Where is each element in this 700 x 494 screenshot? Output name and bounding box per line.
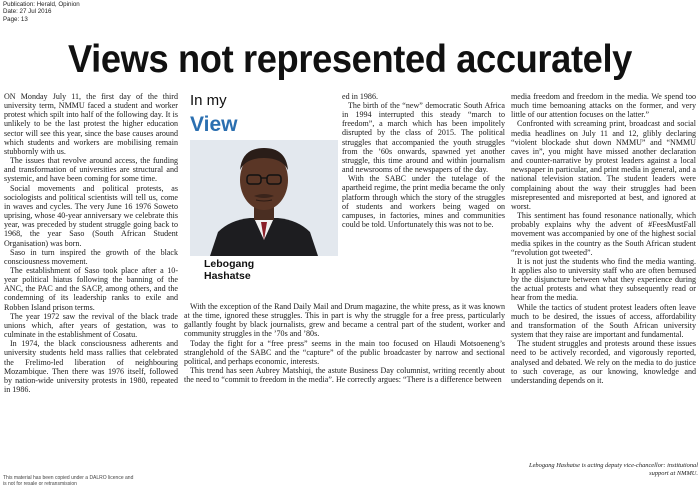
paragraph: With the SABC under the tutelage of the apartheid regime, the print media became the only platform through which the story of the struggles of students and workers being waged on campuses, in factories, mines and communities could be told. Unfortunately this was not to be. bbox=[342, 174, 505, 230]
paragraph: In 1974, the black consciousness adherents and university students held mass rallies that celebrated the Frelimo-led liberation of neighbouring Mozambique. Then there was 1976 itself, followed by nation-wide university protests in 1980, repeated in 1986. bbox=[4, 339, 178, 394]
licence-note bbox=[3, 475, 133, 487]
clipping-metadata bbox=[3, 1, 80, 23]
paragraph: With the exception of the Rand Daily Mail and Drum magazine, the white press, as it was known at the time, ignored these struggles. This in part is why the struggle for a free press, particularly gallantly fought by black journalists, grew and became a central part of the student, worker and community struggles in the ’70s and ’80s. bbox=[184, 302, 505, 339]
paragraph: The establishment of Saso took place after a 10-year political hiatus following the banning of the ANC, the PAC and the SACP, among others, and the condemning of its leadership ranks to exile and Robben Island prison terms. bbox=[4, 265, 178, 312]
paragraph: It is not just the students who find the media wanting. It applies also to university staff who are often bemused by the disjuncture between what they experience during the actual protests and what they subsequently read or hear from the media. bbox=[511, 256, 696, 303]
article-column-3-body bbox=[342, 101, 505, 229]
licence-line: This material has been copied under a DALRO licence and bbox=[3, 475, 134, 481]
paragraph: The issues that revolve around access, the funding and transformation of universities are structural and systemic, and have been coming for some time. bbox=[4, 156, 178, 184]
article-column-3 bbox=[342, 92, 505, 101]
paragraph: While the tactics of student protest leaders often leave much to be desired, the issues of access, affordability and transformation of the South African university system that they raise are important and fundamental. bbox=[511, 302, 696, 340]
paragraph: ed in 1986. bbox=[342, 92, 378, 101]
publication-line: Publication: Herald, Opinion bbox=[3, 1, 80, 8]
author-last-name: Hashatse bbox=[204, 270, 251, 282]
author-photo bbox=[190, 140, 338, 256]
paragraph: media freedom and freedom in the media. We spend too much time bemoaning attacks on the former, and very little of our attention focuses on the latter.” bbox=[511, 92, 696, 120]
paragraph: Saso in turn inspired the growth of the black consciousness movement. bbox=[4, 247, 178, 266]
paragraph: This trend has seen Aubrey Matshiqi, the astute Business Day columnist, writing recently about the need to “commit to freedom in the media”. He correctly argues: “There is a difference between bbox=[184, 366, 505, 385]
author-credit: Lebogang Hashatse is acting deputy vice-chancellor: institutional support at NMMU. bbox=[529, 462, 698, 477]
article-column-1 bbox=[4, 92, 178, 394]
paragraph: The year 1972 saw the revival of the black trade unions which, after years of gestation, was to culminate in the establishment of Cosatu. bbox=[4, 311, 178, 340]
article-column-2-3-lower bbox=[184, 302, 505, 384]
author-portrait-image bbox=[190, 140, 338, 256]
page-line: Page: 13 bbox=[3, 15, 28, 23]
headline: Views not represented accurately bbox=[68, 38, 632, 81]
licence-line: is not for resale or retransmission bbox=[3, 481, 77, 487]
column-label-view: View bbox=[190, 113, 260, 138]
author-byline bbox=[204, 258, 254, 282]
paragraph: The student struggles and protests around these issues need to be actively recorded, and vigorously reported, analysed and debated. We rely on the media to do justice to such coverage, as our knowing, knowledge and understanding depends on it. bbox=[511, 339, 696, 385]
date-line: Date: 27 Jul 2016 bbox=[3, 8, 52, 16]
paragraph: Today the fight for a “free press” seems in the main too focused on Hlaudi Motsoeneng’s stranglehold of the SABC and the “capture” of the public broadcaster by narrow and sectional political, and perhaps economic, interests. bbox=[184, 338, 505, 366]
paragraph: ON Monday July 11, the first day of the third university term, NMMU faced a student and worker protest which spilt into half of the following day. It is unlikely to be the last protest the higher education sector will see this year, since the base causes around which students and workers are mobilising remain stubbornly with us. bbox=[4, 92, 178, 156]
paragraph: The birth of the “new” democratic South Africa in 1994 interrupted this steady “march to freedom”, a march which has been impolitely disrupted by the class of 2015. The political struggles that accompanied the youth struggles from the ’60s onwards, spawned yet another struggle, this time around and within journalism and newsrooms of the newspapers of the day. bbox=[342, 101, 505, 175]
paragraph: Confronted with screaming print, broadcast and social media headlines on July 11 and 12, glibly declaring “violent blockade shut down NMMU” and “NMMU caves in”, you might have missed another declaration and counter-narrative by protest leaders against a local newspaper in particular, and print media in general, and a national television station. The student leaders were complaining about the way their struggles had been misrepresented and misreported at best, and ignored at worst. bbox=[511, 119, 696, 211]
paragraph: This sentiment has found resonance nationally, which probably explains why the advent of #FeesMustFall movement was accompanied by one of the highest social media spikes in the country as the South African student “revolution got tweeted”. bbox=[511, 211, 696, 257]
paragraph: Social movements and political protests, as sociologists and political scientists will tell us, come in waves and cycles. The very June 16 1976 Soweto uprising, whose 40-year anniversary we celebrate this year, was preceded by student struggle going back to 1968, the year Saso (South African Student Organisation) was born. bbox=[4, 183, 178, 248]
article-column-4 bbox=[511, 92, 696, 385]
author-first-name: Lebogang bbox=[204, 258, 255, 270]
column-label-in-my: In my bbox=[190, 92, 227, 109]
